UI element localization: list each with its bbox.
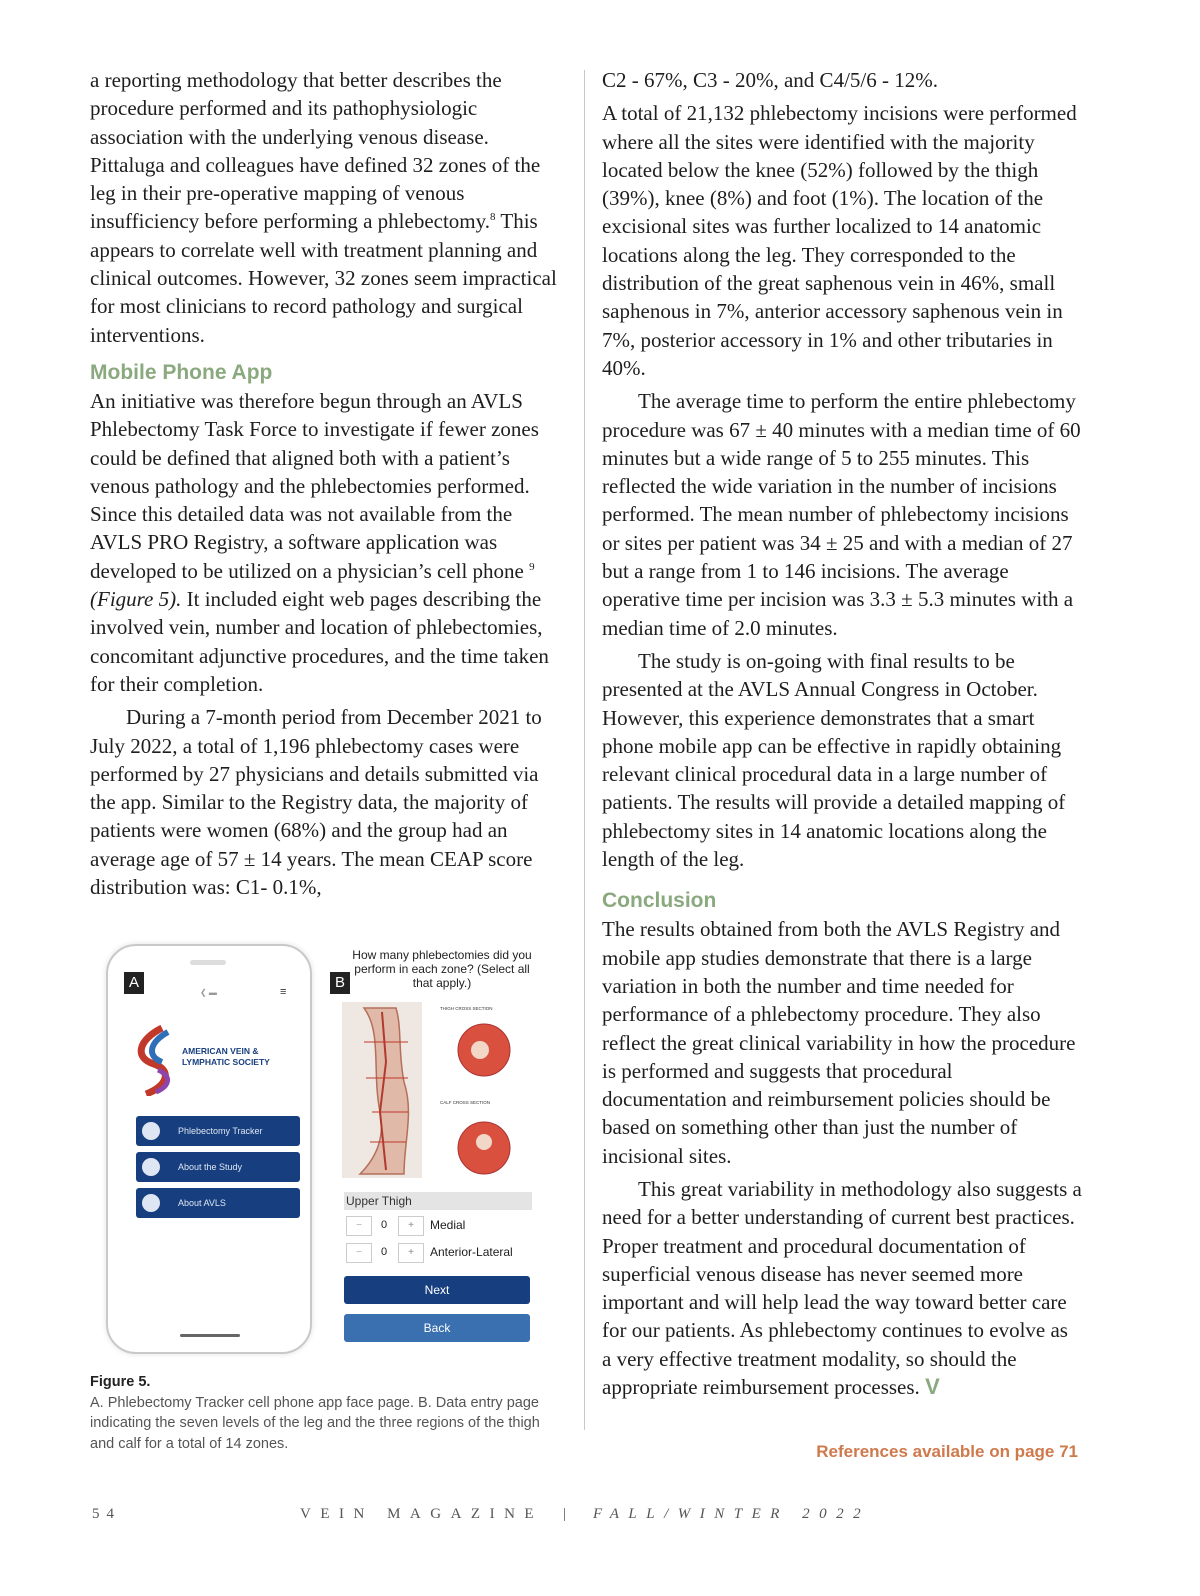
caption-text: A. Phlebectomy Tracker cell phone app face page. B. Data entry page indicating the seven levels of the leg and the three regions of the thigh and calf for a total of 14 zones. bbox=[90, 1394, 540, 1452]
back-button[interactable]: Back bbox=[344, 1314, 530, 1342]
decrement-button[interactable]: − bbox=[346, 1243, 372, 1263]
magazine-name: VEIN MAGAZINE bbox=[300, 1506, 544, 1522]
app-button-tracker[interactable]: Phlebectomy Tracker bbox=[136, 1116, 300, 1146]
app-header-logo: ❮ ▬ bbox=[200, 988, 217, 997]
left-paragraph-3: During a 7-month period from December 2021 to July 2022, a total of 1,196 phlebectomy cases were performed by 27 physicians and details submitted via the app. Similar to the Registry data, the majority of patients were women (68%) and the group had an average age of 57 ± 14 years. The mean CEAP score distribution was: C1- 0.1%, bbox=[90, 705, 542, 900]
calf-section-label: CALF CROSS SECTION bbox=[440, 1100, 491, 1105]
panel-b-question: How many phlebectomies did you perform in each zone? (Select all that apply.) bbox=[352, 948, 532, 990]
zone-count: 0 bbox=[380, 1246, 388, 1258]
caption-title: Figure 5. bbox=[90, 1374, 151, 1390]
end-mark: V bbox=[925, 1374, 940, 1400]
right-paragraph-4: The study is on-going with final results to be presented at the AVLS Annual Congress in October. However, this experience demonstrates that a smart phone mobile app can be effective in rapidly obtaining relevant clinical procedural data in a large number of patients. The results will provide a detailed mapping of phlebectomy sites in 14 anatomic locations along the length of the leg. bbox=[602, 648, 1066, 872]
reference-9: 9 bbox=[529, 560, 535, 573]
tracker-icon bbox=[142, 1122, 160, 1140]
menu-icon[interactable]: ≡ bbox=[280, 986, 287, 998]
thigh-section-label: THIGH CROSS SECTION bbox=[440, 1006, 493, 1011]
phone-home-indicator bbox=[180, 1334, 240, 1337]
left-paragraph-2: An initiative was therefore begun through an AVLS Phlebectomy Task Force to investigate if fewer zones could be defined that aligned both with a patient’s venous pathology and the phlebectomies performed. Since this detailed data was not available from the AVLS PRO Registry, a software application was developed to be utilized on a physician’s cell phone $^9$ (Figure 5). It included eight web pages describing the involved vein, number and location of phlebectomies, concomitant adjunctive procedures, and the time taken for their completion. bbox=[90, 388, 549, 696]
app-button-about-study[interactable]: About the Study bbox=[136, 1152, 300, 1182]
next-button[interactable]: Next bbox=[344, 1276, 530, 1304]
figure-caption bbox=[90, 1372, 560, 1454]
zone-row-anterior-lateral bbox=[346, 1243, 536, 1263]
heading-mobile-phone-app: Mobile Phone App bbox=[90, 360, 273, 384]
increment-button[interactable]: + bbox=[398, 1216, 424, 1236]
decrement-button[interactable]: − bbox=[346, 1216, 372, 1236]
left-column bbox=[90, 66, 560, 901]
right-paragraph-5: The results obtained from both the AVLS Registry and mobile app studies demonstrate that there is a large variation in both the number and time needed for performance of a phlebectomy procedure. They also reflect the great clinical variability in how the procedure is performed and suggests that procedural documentation and reimbursement policies should be based on something other than just the number of incisional sites. bbox=[602, 917, 1076, 1168]
zone-count: 0 bbox=[380, 1219, 388, 1231]
panel-b-tag: B bbox=[330, 972, 350, 994]
reference-8: 8 bbox=[490, 211, 496, 224]
avls-icon bbox=[142, 1194, 160, 1212]
study-icon bbox=[142, 1158, 160, 1176]
phone-speaker bbox=[190, 960, 226, 965]
page-number: 54 bbox=[92, 1506, 121, 1522]
panel-a-tag: A bbox=[124, 972, 144, 994]
right-paragraph-3: The average time to perform the entire phlebectomy procedure was 67 ± 40 minutes with a median time of 60 minutes but a wide range of 5 to 255 minutes. This reflected the wide variation in the number of incisions performed. The mean number of phlebectomy incisions or sites per patient was 34 ± 25 and with a median of 27 but a range from 1 to 146 incisions. The average operative time per incision was 3.3 ± 5.3 minutes with a median time of 2.0 minutes. bbox=[602, 389, 1081, 640]
society-name: AMERICAN VEIN & LYMPHATIC SOCIETY bbox=[182, 1046, 270, 1067]
zone-row-medial bbox=[346, 1216, 536, 1236]
right-column bbox=[602, 66, 1082, 1401]
increment-button[interactable]: + bbox=[398, 1243, 424, 1263]
leg-illustration bbox=[342, 1002, 542, 1182]
upper-thigh-header: Upper Thigh bbox=[344, 1192, 532, 1210]
references-note: References available on page 71 bbox=[816, 1442, 1078, 1461]
issue-label: FALL/WINTER 2022 bbox=[593, 1506, 871, 1522]
figure-5 bbox=[98, 938, 550, 1358]
phone-mockup bbox=[106, 944, 312, 1354]
zone-name: Anterior-Lateral bbox=[430, 1245, 513, 1259]
avls-logo-icon bbox=[128, 1024, 188, 1096]
heading-conclusion: Conclusion bbox=[602, 889, 717, 913]
page-footer bbox=[0, 1506, 1200, 1530]
column-divider bbox=[584, 70, 585, 1430]
app-button-about-avls[interactable]: About AVLS bbox=[136, 1188, 300, 1218]
right-paragraph-1: C2 - 67%, C3 - 20%, and C4/5/6 - 12%. bbox=[602, 68, 938, 92]
zone-name: Medial bbox=[430, 1218, 466, 1232]
left-paragraph-1: a reporting methodology that better describes the procedure performed and its pathophysiologic association with the underlying venous disease. Pittaluga and colleagues have defined 32 zones of the leg in their pre-operative mapping of venous insufficiency before performing a phlebectomy.$^8$ This appears to correlate well with treatment planning and clinical outcomes. However, 32 zones seem impractical for most clinicians to record pathology and surgical interventions. bbox=[90, 68, 557, 347]
footer-separator: | bbox=[563, 1506, 567, 1522]
right-paragraph-2: A total of 21,132 phlebectomy incisions were performed where all the sites were identified with the majority located below the knee (52%) followed by the thigh (39%), knee (8%) and foot (1%). The location of the excisional sites was further localized to 14 anatomic locations along the leg. They corresponded to the distribution of the great saphenous vein in 46%, small saphenous in 7%, anterior accessory saphenous vein in 7%, posterior accessory in 1% and other tributaries in 40%. bbox=[602, 101, 1077, 380]
right-paragraph-6: This great variability in methodology also suggests a need for a better understanding of current best practices. Proper treatment and procedural documentation of superficial venous disease has never seemed more important and will help lead the way toward better care for our patients. As phlebectomy continues to evolve as a very effective treatment modality, so should the appropriate reimbursement processes. V bbox=[602, 1176, 1082, 1400]
figure-reference: (Figure 5). bbox=[90, 587, 182, 612]
